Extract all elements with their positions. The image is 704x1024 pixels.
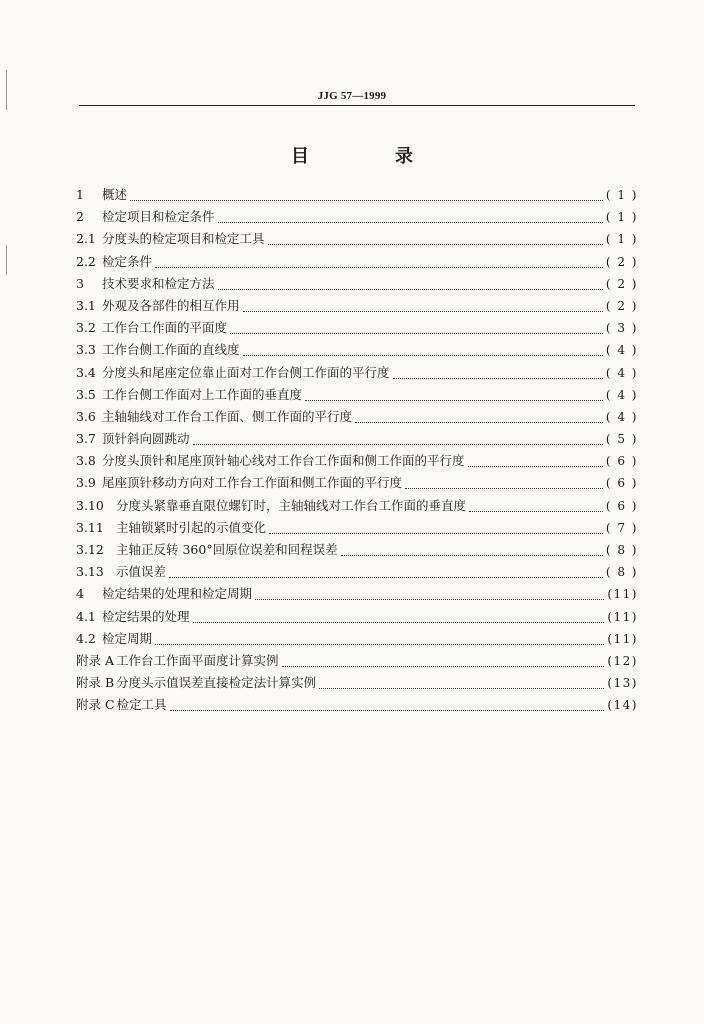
toc-dot-leader: [155, 260, 603, 268]
toc-entry-number: 3.12: [76, 542, 104, 557]
toc-entry[interactable]: [76, 385, 638, 407]
toc-entry[interactable]: [76, 340, 638, 362]
toc-dot-leader: [269, 526, 603, 534]
toc-entry-number: 2: [76, 209, 84, 225]
toc-entry-label: 主轴锁紧时引起的示值变化: [116, 519, 267, 535]
toc-entry-number: 附录 B: [76, 675, 115, 691]
toc-entry-number: 3.13: [76, 564, 104, 580]
toc-entry-page: ( 3 ): [605, 321, 638, 336]
toc-entry-number: 3.6: [76, 408, 96, 424]
toc-entry-label: 检定结果的处理和检定周期: [102, 586, 253, 602]
toc-entry[interactable]: [76, 252, 638, 274]
toc-entry-page: ( 4 ): [605, 387, 638, 402]
toc-entry-number: 3.11: [76, 519, 104, 535]
toc-entry[interactable]: [76, 407, 638, 429]
toc-entry-page: ( 7 ): [605, 520, 638, 535]
toc-entry[interactable]: [76, 274, 638, 296]
toc-entry-page: ( 5 ): [605, 432, 638, 447]
toc-entry[interactable]: [76, 651, 638, 673]
toc-entry[interactable]: [76, 363, 638, 385]
toc-entry-label: 工作台工作面平面度计算实例: [116, 652, 279, 668]
toc-entry-number: 3.10: [76, 497, 104, 513]
toc-entry[interactable]: [76, 562, 638, 584]
toc-entry-label: 分度头的检定项目和检定工具: [102, 231, 265, 247]
toc-entry[interactable]: [76, 451, 638, 473]
header-rule: [79, 105, 635, 106]
toc-entry-label: 工作台侧工作面的直线度: [102, 342, 240, 358]
toc-entry-page: ( 4 ): [605, 343, 638, 358]
toc-entry-label: 顶针斜向圆跳动: [102, 431, 190, 447]
toc-entry-page: ( 2 ): [605, 276, 638, 291]
toc-entry-page: ( 6 ): [605, 476, 638, 491]
toc-entry-number: 3.9: [76, 475, 96, 491]
toc-entry[interactable]: [76, 296, 638, 318]
toc-entry-number: 3: [76, 275, 84, 291]
toc-dot-leader: [319, 681, 604, 689]
toc-dot-leader: [468, 459, 603, 467]
toc-entry[interactable]: [76, 185, 638, 207]
toc-entry-page: ( 8 ): [605, 565, 638, 580]
toc-entry-page: ( 2 ): [605, 298, 638, 313]
toc-entry-number: 3.4: [76, 364, 96, 380]
toc-entry-label: 技术要求和检定方法: [102, 275, 215, 291]
toc-dot-leader: [169, 570, 603, 578]
toc-dot-leader: [268, 238, 603, 246]
toc-dot-leader: [393, 371, 603, 379]
toc-entry-page: ( 2 ): [605, 254, 638, 269]
toc-entry-label: 尾座顶针移动方向对工作台工作面和侧工作面的平行度: [102, 475, 403, 491]
toc-entry-page: ( 6 ): [605, 498, 638, 513]
toc-entry-page: (11): [607, 631, 638, 646]
toc-entry-page: ( 1 ): [605, 210, 638, 225]
toc-entry[interactable]: [76, 318, 638, 340]
toc-dot-leader: [243, 304, 603, 312]
toc-entry-number: 3.1: [76, 297, 96, 313]
toc-entry-label: 分度头和尾座定位靠止面对工作台侧工作面的平行度: [102, 364, 390, 380]
toc-entry-page: ( 6 ): [605, 454, 638, 469]
toc-entry-label: 主轴轴线对工作台工作面、侧工作面的平行度: [102, 408, 353, 424]
toc-entry-label: 主轴正反转 360°回原位误差和回程误差: [116, 542, 338, 557]
toc-entry-number: 附录 A: [76, 652, 115, 668]
toc-entry-number: 3.3: [76, 342, 96, 358]
toc-entry-page: (11): [607, 609, 638, 624]
toc-entry[interactable]: [76, 429, 638, 451]
toc-entry[interactable]: [76, 607, 638, 629]
toc-dot-leader: [193, 437, 603, 445]
toc-entry-number: 2.2: [76, 253, 96, 269]
toc-entry-label: 检定工具: [116, 697, 167, 713]
toc-entry-number: 4: [76, 586, 84, 602]
standard-code: JJG 57—1999: [317, 90, 387, 102]
toc-entry-page: (12): [607, 653, 638, 668]
toc-dot-leader: [230, 326, 603, 334]
toc-entry-number: 4.2: [76, 630, 96, 646]
toc-dot-leader: [193, 615, 605, 623]
toc-entry-page: ( 1 ): [605, 232, 638, 247]
toc-entry[interactable]: [76, 496, 638, 518]
toc-dot-leader: [305, 393, 603, 401]
toc-dot-leader: [405, 482, 603, 490]
toc-dot-leader: [170, 703, 605, 711]
toc-dot-leader: [155, 637, 604, 645]
toc-dot-leader: [282, 659, 605, 667]
toc-entry-number: 3.2: [76, 320, 96, 336]
toc-entry[interactable]: [76, 518, 638, 540]
toc-entry-number: 3.5: [76, 386, 96, 402]
toc-entry-label: 检定结果的处理: [102, 608, 190, 624]
toc-entry[interactable]: [76, 584, 638, 606]
toc-entry[interactable]: [76, 207, 638, 229]
toc-dot-leader: [255, 593, 604, 601]
toc-entry-number: 3.7: [76, 431, 96, 447]
toc-dot-leader: [218, 215, 603, 223]
toc-dot-leader: [130, 193, 603, 201]
toc-dot-leader: [355, 415, 603, 423]
page-title: 目 录: [291, 146, 447, 167]
toc-dot-leader: [341, 548, 603, 556]
toc-entry-page: ( 1 ): [605, 188, 638, 202]
toc-entry-label: 分度头示值误差直接检定法计算实例: [116, 675, 317, 691]
toc-entry-page: ( 4 ): [605, 365, 638, 380]
toc-entry-label: 概述: [102, 187, 128, 202]
toc-entry-page: ( 8 ): [605, 543, 638, 557]
toc-entry[interactable]: [76, 540, 638, 562]
toc-entry-label: 示值误差: [116, 564, 167, 580]
toc-entry-number: 2.1: [76, 231, 96, 247]
toc-entry-page: ( 4 ): [605, 409, 638, 424]
toc-entry-page: (13): [607, 676, 638, 691]
table-of-contents: [76, 185, 638, 718]
toc-entry-number: 1: [76, 187, 84, 202]
toc-entry-label: 工作台工作面的平面度: [102, 320, 228, 336]
toc-entry-label: 外观及各部件的相互作用: [102, 297, 240, 313]
toc-entry[interactable]: [76, 673, 638, 695]
toc-entry[interactable]: [76, 229, 638, 251]
toc-entry-label: 检定周期: [102, 630, 153, 646]
toc-entry-label: 分度头顶针和尾座顶针轴心线对工作台工作面和侧工作面的平行度: [102, 453, 465, 469]
toc-entry-number: 附录 C: [76, 697, 115, 713]
toc-entry-label: 分度头紧靠垂直限位螺钉时，主轴轴线对工作台工作面的垂直度: [116, 497, 467, 513]
scan-margin-mark: [6, 245, 7, 275]
toc-entry-page: (11): [607, 587, 638, 602]
toc-entry[interactable]: [76, 695, 638, 717]
toc-dot-leader: [243, 348, 603, 356]
toc-entry-number: 3.8: [76, 453, 96, 469]
toc-entry-label: 检定项目和检定条件: [102, 209, 215, 225]
toc-dot-leader: [218, 282, 603, 290]
toc-entry-number: 4.1: [76, 608, 96, 624]
toc-dot-leader: [469, 504, 603, 512]
toc-entry[interactable]: [76, 629, 638, 651]
toc-entry-label: 工作台侧工作面对上工作面的垂直度: [102, 386, 303, 402]
toc-entry[interactable]: [76, 473, 638, 495]
toc-entry-label: 检定条件: [102, 253, 153, 269]
toc-entry-page: (14): [607, 698, 638, 713]
